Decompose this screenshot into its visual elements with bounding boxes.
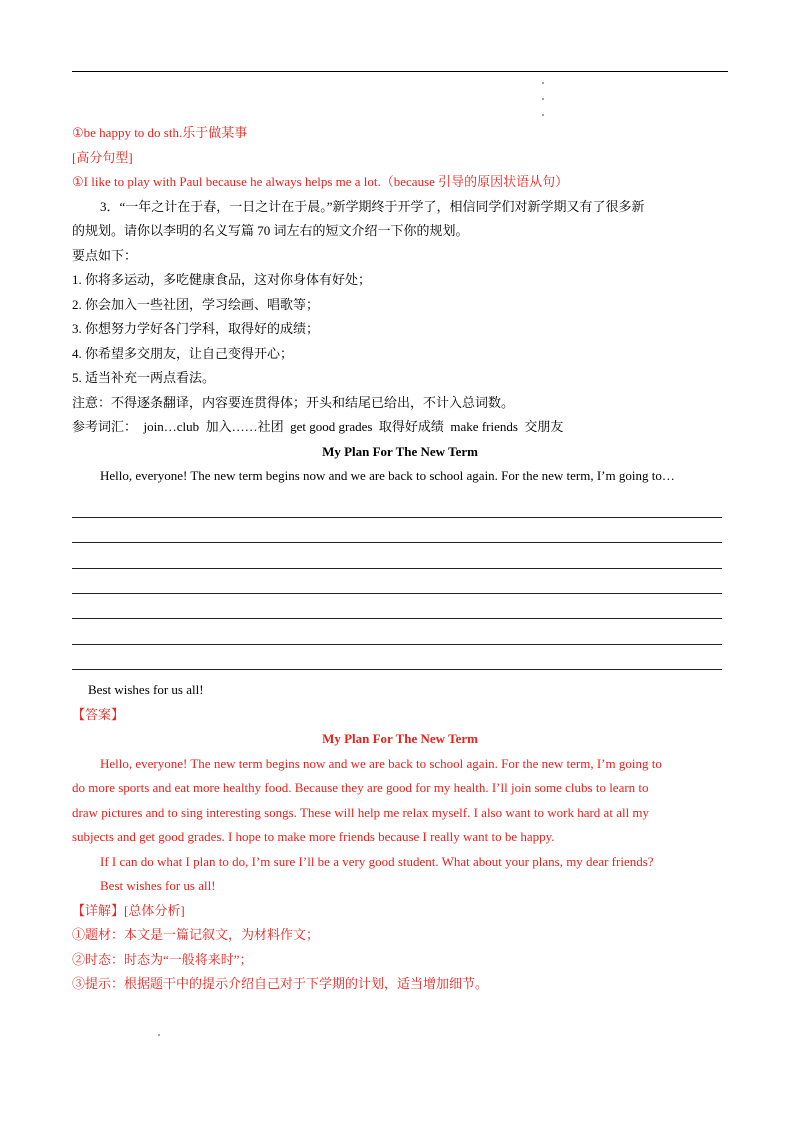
document-body bbox=[72, 121, 728, 997]
writing-line[interactable] bbox=[72, 543, 722, 568]
answer-line: draw pictures and to sing interesting songs. These will help me relax myself. I also want to work hard at all my bbox=[72, 804, 650, 820]
stray-dot bbox=[158, 1034, 160, 1036]
writing-line[interactable] bbox=[72, 518, 722, 543]
essay-title: My Plan For The New Term bbox=[322, 443, 478, 459]
points-title: 要点如下： bbox=[72, 247, 138, 263]
writing-line[interactable] bbox=[72, 569, 722, 594]
vocab-list: 参考词汇： join…club 加入……社团 get good grades 取得好成绩 make friends 交朋友 bbox=[72, 419, 564, 434]
point-item: 2. 你会加入一些社团，学习绘画、唱歌等； bbox=[72, 296, 320, 312]
phrase-note: ①be happy to do sth.乐于做某事 bbox=[72, 125, 248, 140]
analysis-item: ②时态：时态为“一般将来时”； bbox=[72, 951, 253, 967]
essay-opening: Hello, everyone! The new term begins now and we are back to school again. For the new term, I’m going to… bbox=[100, 468, 675, 483]
analysis-label: 【详解】[总体分析] bbox=[72, 902, 185, 918]
section-label: [高分句型] bbox=[72, 149, 133, 165]
point-item: 5. 适当补充一两点看法。 bbox=[72, 370, 216, 385]
answer-title: My Plan For The New Term bbox=[322, 731, 478, 747]
answer-line: subjects and get good grades. I hope to make more friends because I really want to be happy. bbox=[72, 829, 555, 845]
analysis-item: ①题材：本文是一篇记叙文，为材料作文； bbox=[72, 927, 320, 943]
header-rule bbox=[72, 71, 728, 72]
closing-line: Best wishes for us all! bbox=[88, 682, 204, 698]
analysis-item: ③提示：根据题干中的提示介绍自己对于下学期的计划，适当增加细节。 bbox=[72, 976, 489, 992]
writing-line[interactable] bbox=[72, 619, 722, 644]
point-item: 1. 你将多运动，多吃健康食品，这对你身体有好处； bbox=[72, 272, 372, 287]
example-sentence: ①I like to play with Paul because he always helps me a lot.（because 引导的原因状语从句） bbox=[72, 174, 569, 189]
point-item: 3. 你想努力学好各门学科，取得好的成绩； bbox=[72, 321, 320, 336]
answer-line: Hello, everyone! The new term begins now and we are back to school again. For the new term, I’m going to bbox=[100, 755, 662, 771]
writing-line[interactable] bbox=[72, 645, 722, 670]
answer-line: do more sports and eat more healthy food. Because they are good for my health. I’ll join some clubs to learn to bbox=[72, 780, 649, 796]
task-prompt-line2: 的规划。请你以李明的名义写篇 70 词左右的短文介绍一下你的规划。 bbox=[72, 223, 469, 238]
writing-lines bbox=[72, 493, 728, 671]
task-prompt-line1: 3．“一年之计在于春，一日之计在于晨。”新学期终于开学了，相信同学们对新学期又有了很多新 bbox=[100, 198, 645, 214]
writing-line[interactable] bbox=[72, 493, 722, 518]
task-note: 注意：不得逐条翻译，内容要连贯得体；开头和结尾已给出，不计入总词数。 bbox=[72, 394, 515, 410]
answer-line: If I can do what I plan to do, I’m sure I’ll be a very good student. What about your plans, my dear friends? bbox=[100, 853, 654, 869]
answer-label: 【答案】 bbox=[72, 706, 125, 722]
point-item: 4. 你希望多交朋友，让自己变得开心； bbox=[72, 345, 294, 361]
margin-dots bbox=[542, 80, 548, 124]
writing-line[interactable] bbox=[72, 594, 722, 619]
answer-line: Best wishes for us all! bbox=[100, 878, 216, 894]
